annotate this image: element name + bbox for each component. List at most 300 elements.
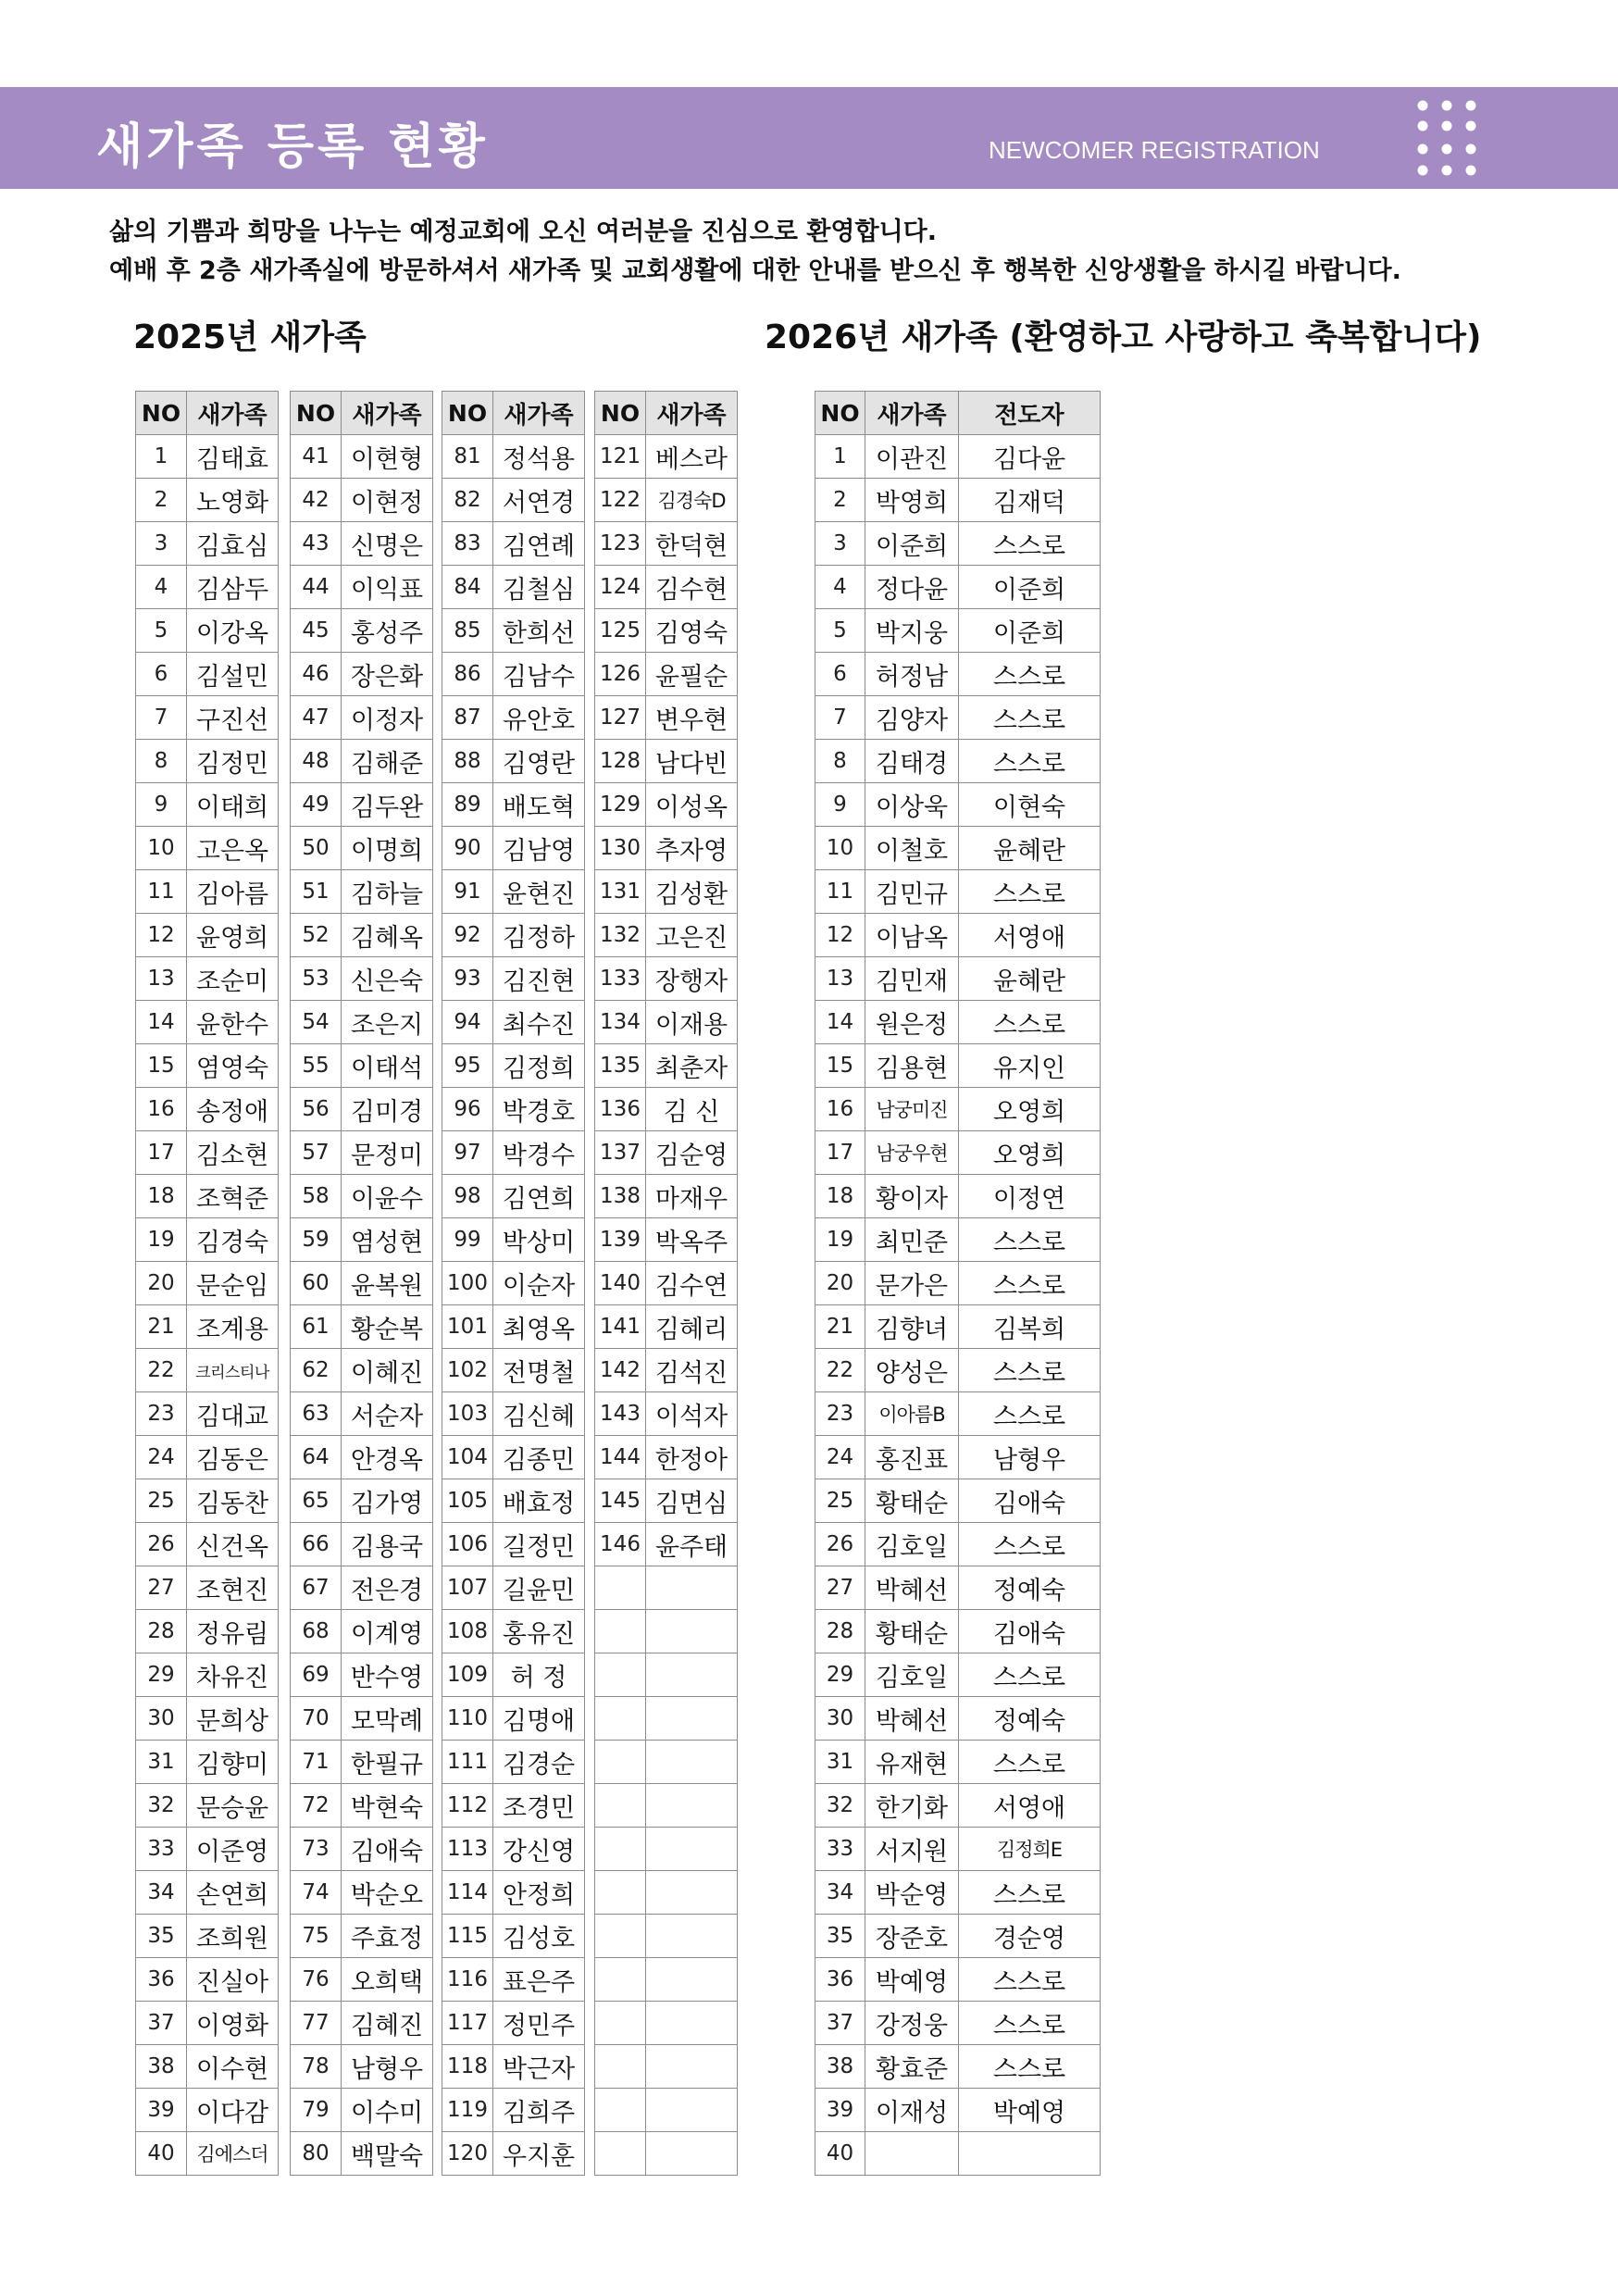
newcomer-name: 최민준 xyxy=(865,1218,959,1262)
column-header-no: NO xyxy=(595,392,646,435)
newcomer-name: 베스라 xyxy=(646,435,738,479)
row-number: 46 xyxy=(291,653,342,696)
row-number: 116 xyxy=(442,1958,493,2002)
newcomer-name: 한필규 xyxy=(342,1741,433,1784)
row-number: 5 xyxy=(815,609,865,653)
table-row xyxy=(291,1262,433,1305)
row-number: 36 xyxy=(815,1958,865,2002)
table-row xyxy=(291,1653,433,1697)
newcomer-name: 정유림 xyxy=(187,1610,279,1653)
newcomer-name: 표은주 xyxy=(493,1958,585,2002)
newcomer-name: 박혜선 xyxy=(865,1697,959,1741)
table-row xyxy=(291,2045,433,2089)
row-number: 125 xyxy=(595,609,646,653)
row-number: 2 xyxy=(136,479,187,522)
table-row xyxy=(815,783,1101,827)
row-number: 68 xyxy=(291,1610,342,1653)
row-number: 7 xyxy=(815,696,865,740)
row-number: 77 xyxy=(291,2002,342,2045)
row-number: 1 xyxy=(815,435,865,479)
newcomer-name xyxy=(646,1610,738,1653)
table-row xyxy=(136,1262,279,1305)
row-number: 119 xyxy=(442,2089,493,2132)
table-row xyxy=(595,1001,738,1044)
table-row xyxy=(595,1784,738,1828)
newcomer-name: 김에스더 xyxy=(187,2132,279,2176)
evangelist-name: 스스로 xyxy=(959,1653,1101,1697)
row-number: 4 xyxy=(136,566,187,609)
row-number: 106 xyxy=(442,1523,493,1566)
table-row xyxy=(595,2045,738,2089)
table-row xyxy=(291,522,433,566)
newcomer-name: 이수현 xyxy=(187,2045,279,2089)
newcomer-name: 서순자 xyxy=(342,1392,433,1436)
newcomer-name: 문승윤 xyxy=(187,1784,279,1828)
row-number: 139 xyxy=(595,1218,646,1262)
row-number: 32 xyxy=(815,1784,865,1828)
row-number: 86 xyxy=(442,653,493,696)
evangelist-name: 경순영 xyxy=(959,1915,1101,1958)
table-row xyxy=(136,783,279,827)
table-row xyxy=(291,1436,433,1479)
table-row xyxy=(595,1392,738,1436)
newcomer-name: 남궁미진 xyxy=(865,1088,959,1131)
table-row xyxy=(815,740,1101,783)
newcomer-name: 이관진 xyxy=(865,435,959,479)
row-number: 22 xyxy=(136,1349,187,1392)
newcomer-name: 양성은 xyxy=(865,1349,959,1392)
table-row xyxy=(442,653,585,696)
newcomer-name xyxy=(646,1653,738,1697)
row-number: 123 xyxy=(595,522,646,566)
evangelist-name: 스스로 xyxy=(959,740,1101,783)
newcomer-name: 윤한수 xyxy=(187,1001,279,1044)
newcomer-name: 윤영희 xyxy=(187,914,279,957)
newcomer-name: 조현진 xyxy=(187,1566,279,1610)
newcomer-name: 유재현 xyxy=(865,1741,959,1784)
table-row xyxy=(442,914,585,957)
table-row xyxy=(291,1175,433,1218)
row-number: 38 xyxy=(136,2045,187,2089)
table-row xyxy=(442,1653,585,1697)
newcomer-name: 이남옥 xyxy=(865,914,959,957)
table-row xyxy=(442,2002,585,2045)
row-number: 24 xyxy=(815,1436,865,1479)
table-row xyxy=(595,1610,738,1653)
newcomer-name: 김아름 xyxy=(187,870,279,914)
row-number: 32 xyxy=(136,1784,187,1828)
evangelist-name: 스스로 xyxy=(959,522,1101,566)
row-number: 33 xyxy=(815,1828,865,1871)
table-row xyxy=(815,2002,1101,2045)
newcomer-name xyxy=(646,1828,738,1871)
table-row xyxy=(815,827,1101,870)
table-row xyxy=(815,1175,1101,1218)
row-number: 110 xyxy=(442,1697,493,1741)
table-row xyxy=(595,1871,738,1915)
newcomer-name: 김영숙 xyxy=(646,609,738,653)
table-row xyxy=(595,1305,738,1349)
table-row xyxy=(815,522,1101,566)
row-number: 15 xyxy=(815,1044,865,1088)
row-number: 54 xyxy=(291,1001,342,1044)
evangelist-name: 유지인 xyxy=(959,1044,1101,1088)
row-number: 62 xyxy=(291,1349,342,1392)
row-number: 51 xyxy=(291,870,342,914)
table-row xyxy=(442,609,585,653)
newcomer-name: 주효정 xyxy=(342,1915,433,1958)
table-row xyxy=(595,740,738,783)
newcomer-name: 김동찬 xyxy=(187,1479,279,1523)
table-row xyxy=(291,1915,433,1958)
newcomer-name: 마재우 xyxy=(646,1175,738,1218)
row-number xyxy=(595,2089,646,2132)
newcomer-name: 박혜선 xyxy=(865,1566,959,1610)
row-number: 59 xyxy=(291,1218,342,1262)
newcomer-name: 이윤수 xyxy=(342,1175,433,1218)
table-2026 xyxy=(815,391,1101,2176)
row-number: 76 xyxy=(291,1958,342,2002)
evangelist-name: 스스로 xyxy=(959,1523,1101,1566)
newcomer-name xyxy=(646,1741,738,1784)
table-row xyxy=(815,1044,1101,1088)
table-row xyxy=(291,1871,433,1915)
table-row xyxy=(291,740,433,783)
row-number: 5 xyxy=(136,609,187,653)
table-row xyxy=(442,1001,585,1044)
row-number: 28 xyxy=(136,1610,187,1653)
evangelist-name: 스스로 xyxy=(959,696,1101,740)
newcomer-name: 박경호 xyxy=(493,1088,585,1131)
evangelist-name: 스스로 xyxy=(959,653,1101,696)
newcomer-name: 박순오 xyxy=(342,1871,433,1915)
row-number: 85 xyxy=(442,609,493,653)
column-header-evangelist: 전도자 xyxy=(959,392,1101,435)
table-row xyxy=(291,1001,433,1044)
row-number: 24 xyxy=(136,1436,187,1479)
evangelist-name: 스스로 xyxy=(959,1392,1101,1436)
row-number: 115 xyxy=(442,1915,493,1958)
row-number: 74 xyxy=(291,1871,342,1915)
evangelist-name: 스스로 xyxy=(959,1958,1101,2002)
row-number: 67 xyxy=(291,1566,342,1610)
newcomer-name xyxy=(646,1784,738,1828)
row-number: 56 xyxy=(291,1088,342,1131)
row-number: 95 xyxy=(442,1044,493,1088)
row-number: 93 xyxy=(442,957,493,1001)
newcomer-name: 문정미 xyxy=(342,1131,433,1175)
newcomer-name: 이익표 xyxy=(342,566,433,609)
newcomer-name: 김태효 xyxy=(187,435,279,479)
newcomer-name: 김수현 xyxy=(646,566,738,609)
table-row xyxy=(442,1566,585,1610)
row-number: 90 xyxy=(442,827,493,870)
row-number: 134 xyxy=(595,1001,646,1044)
newcomer-name: 남궁우현 xyxy=(865,1131,959,1175)
newcomer-name: 구진선 xyxy=(187,696,279,740)
row-number: 101 xyxy=(442,1305,493,1349)
table-row xyxy=(291,2002,433,2045)
table-row xyxy=(815,479,1101,522)
row-number: 146 xyxy=(595,1523,646,1566)
table-row xyxy=(136,696,279,740)
newcomer-name: 김향미 xyxy=(187,1741,279,1784)
column-header-name: 새가족 xyxy=(493,392,585,435)
newcomer-name: 최춘자 xyxy=(646,1044,738,1088)
newcomer-name: 정다윤 xyxy=(865,566,959,609)
table-row xyxy=(136,1523,279,1566)
evangelist-name: 정예숙 xyxy=(959,1566,1101,1610)
row-number: 96 xyxy=(442,1088,493,1131)
row-number: 98 xyxy=(442,1175,493,1218)
section-title-2026: 2026년 새가족 (환영하고 사랑하고 축복합니다) xyxy=(765,318,1482,356)
newcomer-name: 이다감 xyxy=(187,2089,279,2132)
row-number: 19 xyxy=(815,1218,865,1262)
row-number: 49 xyxy=(291,783,342,827)
newcomer-name: 염영숙 xyxy=(187,1044,279,1088)
row-number xyxy=(595,1784,646,1828)
row-number: 3 xyxy=(136,522,187,566)
newcomer-name: 이순자 xyxy=(493,1262,585,1305)
table-row xyxy=(815,1349,1101,1392)
row-number: 16 xyxy=(136,1088,187,1131)
newcomer-name xyxy=(646,1566,738,1610)
row-number: 43 xyxy=(291,522,342,566)
row-number: 88 xyxy=(442,740,493,783)
newcomer-name xyxy=(646,2089,738,2132)
row-number: 114 xyxy=(442,1871,493,1915)
row-number: 89 xyxy=(442,783,493,827)
table-row xyxy=(442,1349,585,1392)
dot-grid-icon xyxy=(1414,98,1479,178)
row-number: 84 xyxy=(442,566,493,609)
row-number: 37 xyxy=(815,2002,865,2045)
evangelist-name: 남형우 xyxy=(959,1436,1101,1479)
row-number: 64 xyxy=(291,1436,342,1479)
newcomer-name: 김동은 xyxy=(187,1436,279,1479)
table-row xyxy=(595,522,738,566)
row-number: 35 xyxy=(136,1915,187,1958)
table-row xyxy=(442,1828,585,1871)
newcomer-name: 김수연 xyxy=(646,1262,738,1305)
row-number: 25 xyxy=(815,1479,865,1523)
row-number: 40 xyxy=(136,2132,187,2176)
table-row xyxy=(291,696,433,740)
newcomer-name: 조혁준 xyxy=(187,1175,279,1218)
evangelist-name: 오영희 xyxy=(959,1088,1101,1131)
newcomer-name: 김혜진 xyxy=(342,2002,433,2045)
evangelist-name: 김정희E xyxy=(959,1828,1101,1871)
table-row xyxy=(136,435,279,479)
table-row xyxy=(595,2002,738,2045)
newcomer-name: 염성현 xyxy=(342,1218,433,1262)
row-number: 40 xyxy=(815,2132,865,2176)
row-number: 120 xyxy=(442,2132,493,2176)
row-number: 128 xyxy=(595,740,646,783)
table-row xyxy=(442,827,585,870)
row-number: 83 xyxy=(442,522,493,566)
row-number: 105 xyxy=(442,1479,493,1523)
row-number: 129 xyxy=(595,783,646,827)
row-number: 102 xyxy=(442,1349,493,1392)
row-number: 12 xyxy=(815,914,865,957)
table-row xyxy=(442,1871,585,1915)
header-banner xyxy=(0,87,1618,189)
newcomer-name: 신명은 xyxy=(342,522,433,566)
newcomer-name: 김 신 xyxy=(646,1088,738,1131)
table-row xyxy=(291,1088,433,1131)
row-number: 39 xyxy=(815,2089,865,2132)
table-row xyxy=(291,2089,433,2132)
newcomer-name xyxy=(646,1958,738,2002)
row-number: 73 xyxy=(291,1828,342,1871)
newcomer-name: 김경순 xyxy=(493,1741,585,1784)
newcomer-name: 이상욱 xyxy=(865,783,959,827)
table-row xyxy=(595,1523,738,1566)
column-header-name: 새가족 xyxy=(187,392,279,435)
evangelist-name: 스스로 xyxy=(959,1218,1101,1262)
newcomer-name: 신건옥 xyxy=(187,1523,279,1566)
row-number: 2 xyxy=(815,479,865,522)
row-number: 20 xyxy=(815,1262,865,1305)
table-row xyxy=(291,2132,433,2176)
newcomer-name: 김면심 xyxy=(646,1479,738,1523)
table-row xyxy=(815,1566,1101,1610)
page-subtitle: NEWCOMER REGISTRATION xyxy=(989,136,1320,164)
table-row xyxy=(595,1175,738,1218)
newcomer-name: 송정애 xyxy=(187,1088,279,1131)
table-row xyxy=(136,1610,279,1653)
table-row xyxy=(442,1044,585,1088)
newcomer-name: 이혜진 xyxy=(342,1349,433,1392)
table-row xyxy=(815,1131,1101,1175)
newcomer-name: 김순영 xyxy=(646,1131,738,1175)
table-row xyxy=(291,1131,433,1175)
table-row xyxy=(815,1392,1101,1436)
table-row xyxy=(136,1001,279,1044)
row-number: 65 xyxy=(291,1479,342,1523)
row-number: 142 xyxy=(595,1349,646,1392)
table-row xyxy=(442,1392,585,1436)
table-row xyxy=(595,1828,738,1871)
table-row xyxy=(595,1218,738,1262)
row-number: 79 xyxy=(291,2089,342,2132)
evangelist-name xyxy=(959,2132,1101,2176)
evangelist-name: 스스로 xyxy=(959,1349,1101,1392)
row-number: 55 xyxy=(291,1044,342,1088)
row-number: 145 xyxy=(595,1479,646,1523)
table-row xyxy=(815,1436,1101,1479)
table-row xyxy=(815,2089,1101,2132)
row-number: 66 xyxy=(291,1523,342,1566)
newcomer-name: 김영란 xyxy=(493,740,585,783)
table-row xyxy=(815,957,1101,1001)
table-row xyxy=(442,1479,585,1523)
row-number: 29 xyxy=(815,1653,865,1697)
intro-text xyxy=(109,213,1535,291)
row-number: 27 xyxy=(815,1566,865,1610)
row-number: 39 xyxy=(136,2089,187,2132)
newcomer-name: 조은지 xyxy=(342,1001,433,1044)
newcomer-name: 이철호 xyxy=(865,827,959,870)
row-number xyxy=(595,2132,646,2176)
row-number: 97 xyxy=(442,1131,493,1175)
newcomer-name: 박옥주 xyxy=(646,1218,738,1262)
row-number: 122 xyxy=(595,479,646,522)
evangelist-name: 스스로 xyxy=(959,2045,1101,2089)
newcomer-name: 김설민 xyxy=(187,653,279,696)
table-row xyxy=(442,1697,585,1741)
newcomer-name: 김종민 xyxy=(493,1436,585,1479)
newcomer-name: 장은화 xyxy=(342,653,433,696)
row-number: 141 xyxy=(595,1305,646,1349)
table-row xyxy=(815,1958,1101,2002)
table-row xyxy=(815,1697,1101,1741)
row-number: 3 xyxy=(815,522,865,566)
row-number: 11 xyxy=(815,870,865,914)
table-row xyxy=(291,1392,433,1436)
table-row xyxy=(815,870,1101,914)
table-row xyxy=(291,827,433,870)
table-row xyxy=(442,957,585,1001)
row-number: 63 xyxy=(291,1392,342,1436)
newcomer-name: 차유진 xyxy=(187,1653,279,1697)
table-row xyxy=(595,1697,738,1741)
newcomer-name: 김신혜 xyxy=(493,1392,585,1436)
table-row xyxy=(595,957,738,1001)
row-number: 36 xyxy=(136,1958,187,2002)
table-row xyxy=(595,1262,738,1305)
table-row xyxy=(442,740,585,783)
row-number: 19 xyxy=(136,1218,187,1262)
row-number: 21 xyxy=(815,1305,865,1349)
row-number: 127 xyxy=(595,696,646,740)
table-row xyxy=(595,1044,738,1088)
newcomer-name: 김남수 xyxy=(493,653,585,696)
row-number: 23 xyxy=(136,1392,187,1436)
row-number: 41 xyxy=(291,435,342,479)
table-row xyxy=(442,2132,585,2176)
newcomer-name: 조희원 xyxy=(187,1915,279,1958)
table-row xyxy=(815,1741,1101,1784)
section-title-2025: 2025년 새가족 xyxy=(133,318,367,356)
table-row xyxy=(136,1349,279,1392)
newcomer-name: 문순임 xyxy=(187,1262,279,1305)
row-number: 124 xyxy=(595,566,646,609)
row-number: 69 xyxy=(291,1653,342,1697)
table-row xyxy=(136,2045,279,2089)
newcomer-name: 이영화 xyxy=(187,2002,279,2045)
evangelist-name: 김다윤 xyxy=(959,435,1101,479)
newcomer-name: 조순미 xyxy=(187,957,279,1001)
row-number xyxy=(595,2002,646,2045)
newcomer-name: 오희택 xyxy=(342,1958,433,2002)
row-number: 21 xyxy=(136,1305,187,1349)
table-row xyxy=(291,1218,433,1262)
row-number: 10 xyxy=(136,827,187,870)
table-row xyxy=(442,1436,585,1479)
newcomer-name: 황순복 xyxy=(342,1305,433,1349)
evangelist-name: 이정연 xyxy=(959,1175,1101,1218)
evangelist-name: 이준희 xyxy=(959,609,1101,653)
table-row xyxy=(291,914,433,957)
evangelist-name: 스스로 xyxy=(959,870,1101,914)
newcomer-name: 한덕현 xyxy=(646,522,738,566)
table-row xyxy=(595,1131,738,1175)
newcomer-name: 서연경 xyxy=(493,479,585,522)
row-number: 132 xyxy=(595,914,646,957)
row-number: 13 xyxy=(136,957,187,1001)
